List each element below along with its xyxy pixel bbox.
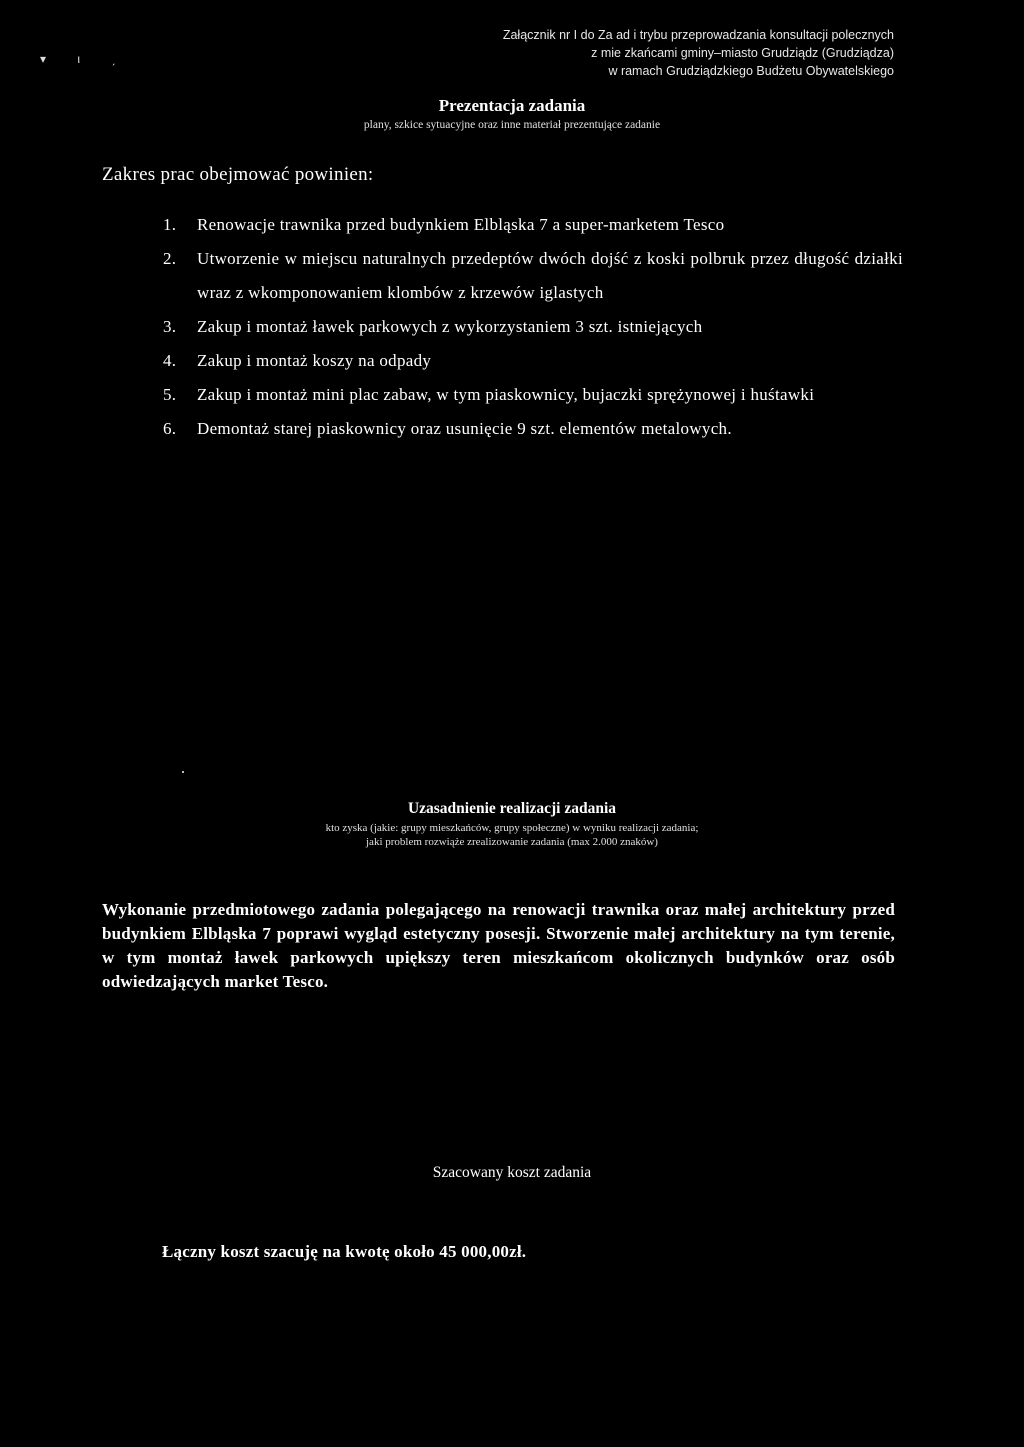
presentation-section (0, 96, 1024, 131)
task-text: Zakup i montaż mini plac zabaw, w tym piaskownicy, bujaczki sprężynowej i huśtawki (197, 385, 815, 404)
task-list (163, 208, 903, 446)
task-number: 2. (163, 249, 177, 268)
justification-section (0, 800, 1024, 848)
task-number: 5. (163, 385, 177, 404)
justification-hint-2: jaki problem rozwiąże zrealizowanie zadania (max 2.000 znaków) (366, 836, 658, 848)
task-number: 1. (163, 215, 177, 234)
task-number: 3. (163, 317, 177, 336)
task-number: 6. (163, 419, 177, 438)
task-text: Zakup i montaż koszy na odpady (197, 351, 432, 370)
scan-margin-marks: ▾ ι ˏ (40, 52, 130, 66)
cost-statement: Łączny koszt szacuję na kwotę około 45 000,00zł. (162, 1242, 527, 1261)
scope-heading: Zakres prac obejmować powinien: (102, 164, 374, 185)
list-item (163, 208, 903, 242)
task-text: Renowacje trawnika przed budynkiem Elbląska 7 a super-marketem Tesco (197, 215, 725, 234)
header-line-1: Załącznik nr I do Za ad i trybu przeprowadzania konsultacji polecznych (502, 28, 894, 42)
header-line-3: w ramach Grudziądzkiego Budżetu Obywatelskiego (608, 64, 894, 78)
justification-hint-1: kto zyska (jakie: grupy mieszkańców, grupy społeczne) w wyniku realizacji zadania; (325, 822, 699, 834)
scan-speck (182, 771, 184, 773)
attachment-header (374, 26, 894, 80)
task-text: Zakup i montaż ławek parkowych z wykorzystaniem 3 szt. istniejących (197, 317, 703, 336)
list-item (163, 242, 903, 310)
task-text: Utworzenie w miejscu naturalnych przedeptów dwóch dojść z koski polbruk przez długość działki wraz z wkomponowaniem klombów z krzewów iglastych (197, 249, 903, 302)
list-item (163, 344, 903, 378)
task-number: 4. (163, 351, 177, 370)
justification-title: Uzasadnienie realizacji zadania (407, 800, 617, 817)
presentation-subtitle: plany, szkice sytuacyjne oraz inne materiał prezentujące zadanie (363, 119, 661, 131)
cost-title: Szacowany koszt zadania (432, 1164, 592, 1181)
header-line-2: z mie zkańcami gminy–miasto Grudziądz (Grudziądza) (591, 46, 894, 60)
list-item (163, 378, 903, 412)
list-item (163, 412, 903, 446)
task-text: Demontaż starej piaskownicy oraz usunięcie 9 szt. elementów metalowych. (197, 419, 732, 438)
list-item (163, 310, 903, 344)
presentation-title: Prezentacja zadania (438, 96, 586, 115)
justification-body: Wykonanie przedmiotowego zadania polegającego na renowacji trawnika oraz małej architektury przed budynkiem Elbląska 7 poprawi wygląd estetyczny posesji. Stworzenie małej architektury na tym terenie, w tym montaż ławek parkowych upiększy teren mieszkańcom okolicznych budynków oraz osób odwiedzających market Tesco. (102, 900, 895, 991)
